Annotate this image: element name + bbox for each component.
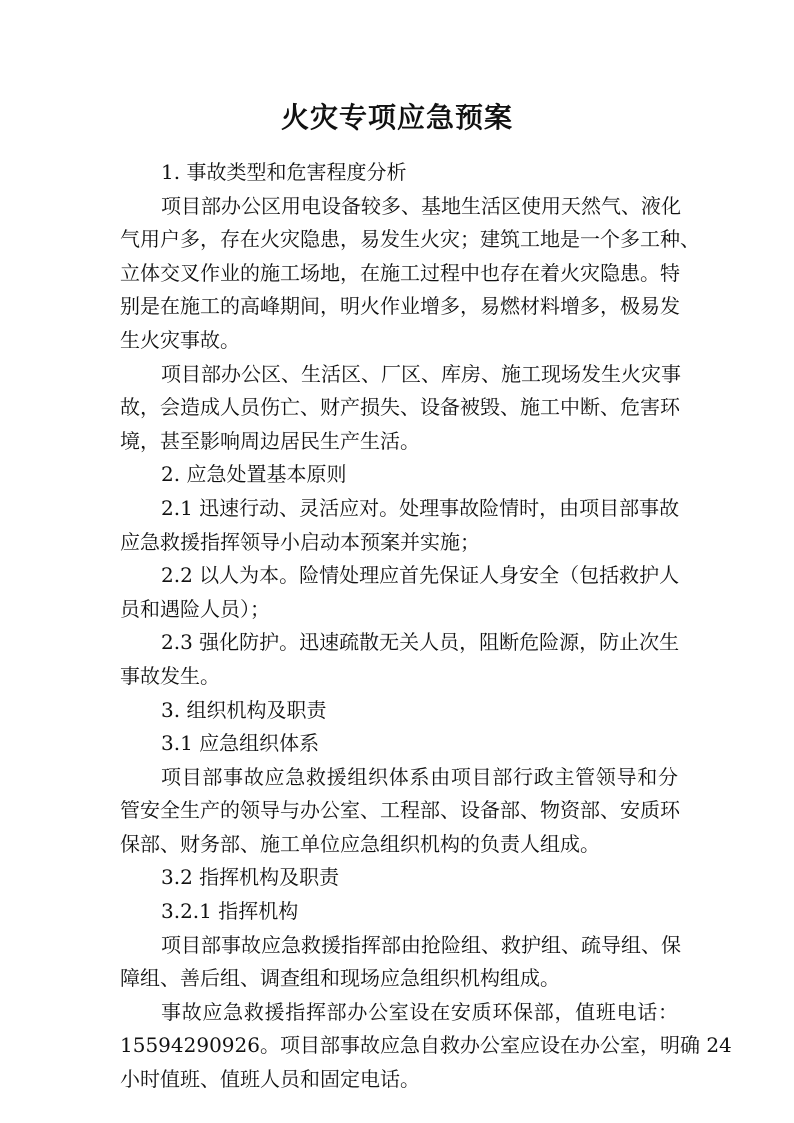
- text-line: 保部、财务部、施工单位应急组织机构的负责人组成。: [120, 831, 600, 856]
- text-line: 应急救援指挥领导小启动本预案并实施；: [120, 529, 480, 554]
- text-line: 1. 事故类型和危害程度分析: [161, 160, 407, 184]
- text-line: 小时值班、值班人员和固定电话。: [120, 1067, 420, 1092]
- text-line: 事故发生。: [120, 663, 220, 688]
- text-line: 管安全生产的领导与办公室、工程部、设备部、物资部、安质环: [120, 798, 680, 823]
- text-line: 员和遇险人员）；: [120, 596, 270, 621]
- text-line: 项目部办公区用电设备较多、基地生活区使用天然气、液化: [161, 193, 681, 218]
- text-line: 2.3 强化防护。迅速疏散无关人员，阻断危险源，防止次生: [161, 630, 680, 655]
- text-line: 别是在施工的高峰期间，明火作业增多，易燃材料增多，极易发: [120, 294, 680, 319]
- text-line: 故，会造成人员伤亡、财产损失、设备被毁、施工中断、危害环: [120, 395, 680, 420]
- text-line: 气用户多，存在火灾隐患，易发生火灾；建筑工地是一个多工种、: [120, 227, 700, 252]
- text-line: 15594290926。项目部事故应急自救办公室应设在办公室，明确 24: [120, 1033, 732, 1058]
- text-line: 3.1 应急组织体系: [161, 731, 320, 756]
- text-line: 2.1 迅速行动、灵活应对。处理事故险情时，由项目部事故: [161, 495, 680, 520]
- text-line: 事故应急救援指挥部办公室设在安质环保部，值班电话：: [161, 999, 678, 1024]
- text-line: 生火灾事故。: [120, 327, 240, 352]
- text-line: 3.2 指挥机构及职责: [161, 865, 340, 890]
- text-line: 障组、善后组、调查组和现场应急组织机构组成。: [120, 966, 560, 991]
- text-line: 境，甚至影响周边居民生产生活。: [120, 428, 420, 453]
- text-line: 2.2 以人为本。险情处理应首先保证人身安全（包括救护人: [161, 563, 680, 588]
- text-line: 项目部事故应急救援指挥部由抢险组、救护组、疏导组、保: [161, 932, 681, 957]
- text-line: 3. 组织机构及职责: [161, 697, 327, 722]
- text-line: 项目部事故应急救援组织体系由项目部行政主管领导和分: [161, 764, 678, 789]
- text-line: 2. 应急处置基本原则: [161, 462, 347, 487]
- text-line: 项目部办公区、生活区、厂区、库房、施工现场发生火灾事: [161, 361, 681, 386]
- document-body: [120, 156, 732, 1097]
- text-line: 3.2.1 指挥机构: [161, 899, 299, 924]
- document-title: 火灾专项应急预案: [280, 101, 513, 134]
- text-line: 立体交叉作业的施工场地，在施工过程中也存在着火灾隐患。特: [120, 260, 680, 285]
